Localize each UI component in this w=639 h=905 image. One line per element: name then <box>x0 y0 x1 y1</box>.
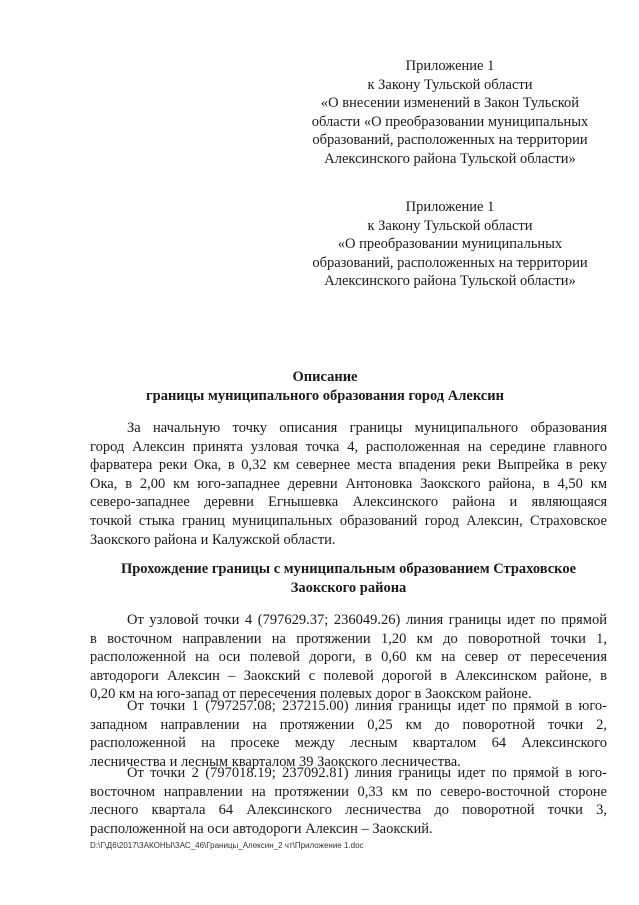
paragraph-line: фарватера реки Ока, в 0,32 км севернее места впадения реки Выпрейка в реку <box>90 457 607 474</box>
paragraph-line: Ока, в 2,00 км юго-западнее деревни Антоновка Заокского района, в 4,50 км <box>90 475 607 492</box>
annex-line: к Закону Тульской области <box>367 76 533 93</box>
file-path-footer: D:\Г\Д6\2017\ЗАКОНЫ\ЗАС_46\Границы_Алексин_2 чт\Приложение 1.doc <box>90 841 364 850</box>
annex-line: образований, расположенных на территории <box>312 254 588 271</box>
heading-line: Заокского района <box>290 579 407 596</box>
document-title <box>60 368 590 405</box>
section-heading <box>90 560 607 597</box>
paragraph-line: лесного квартала 64 Алексинского лесничества до поворотной точки 3, <box>90 802 607 819</box>
intro-paragraph <box>90 419 607 549</box>
paragraph-line: город Алексин принята узловая точка 4, расположенная на середине главного <box>90 438 607 455</box>
annex-line: «О преобразовании муниципальных <box>337 236 563 253</box>
section-paragraph-2 <box>90 697 607 771</box>
paragraph-line: расположенной на просеке между лесным кварталом 64 Алексинского <box>90 735 607 752</box>
paragraph-line: западном направлении на протяжении 0,25 км до поворотной точки 2, <box>90 716 607 733</box>
annex-line: области «О преобразовании муниципальных <box>311 113 589 130</box>
paragraph-line: расположенной на оси полевой дороги, в 0,60 км на север от пересечения <box>90 649 607 666</box>
annex-line: «О внесении изменений в Закон Тульской <box>320 95 580 112</box>
paragraph-line: лесничества и лесным кварталом 39 Заокского лесничества. <box>90 753 461 770</box>
paragraph-line: 0,20 км на юго-запад от пересечения полевых дорог в Заокском районе. <box>90 686 532 703</box>
section-paragraph-3 <box>90 764 607 838</box>
annex-header-original <box>300 198 600 291</box>
heading-line: Прохождение границы с муниципальным образованием Страховское <box>120 561 577 577</box>
paragraph-line: От точки 2 (797018.19; 237092.81) линия границы идет по прямой в юго- <box>127 765 607 781</box>
section-paragraph-1 <box>90 611 607 704</box>
annex-line: Приложение 1 <box>405 58 495 74</box>
annex-line: к Закону Тульской области <box>367 217 533 234</box>
title-line: границы муниципального образования город Алексин <box>146 387 504 404</box>
paragraph-line: автодороги Алексин – Заокский с полевой дорогой в Алексинском районе, в <box>90 667 607 684</box>
annex-header-current <box>300 57 600 169</box>
paragraph-line: От узловой точки 4 (797629.37; 236049.26) линия границы идет по прямой <box>127 612 607 628</box>
paragraph-line: От точки 1 (797257.08; 237215.00) линия границы идет по прямой в юго- <box>127 698 607 714</box>
annex-line: Алексинского района Тульской области» <box>324 150 576 167</box>
annex-line: образований, расположенных на территории <box>312 132 588 149</box>
paragraph-line: в восточном направлении на протяжении 1,20 км до поворотной точки 1, <box>90 630 607 647</box>
paragraph-line: восточном направлении на протяжении 0,33 км по северо-восточной стороне <box>90 783 607 800</box>
paragraph-line: точкой стыка границ муниципальных образований город Алексин, Страховское <box>90 512 607 529</box>
paragraph-line: северо-западнее деревни Егнышевка Алексинского района и являющаяся <box>90 494 607 511</box>
paragraph-line: Заокского района и Калужской области. <box>90 531 336 548</box>
paragraph-line: расположенной на оси автодороги Алексин – Заокский. <box>90 820 433 837</box>
title-line: Описание <box>292 369 358 385</box>
annex-line: Приложение 1 <box>405 199 495 215</box>
annex-line: Алексинского района Тульской области» <box>324 273 576 290</box>
paragraph-line: За начальную точку описания границы муниципального образования <box>127 420 607 436</box>
